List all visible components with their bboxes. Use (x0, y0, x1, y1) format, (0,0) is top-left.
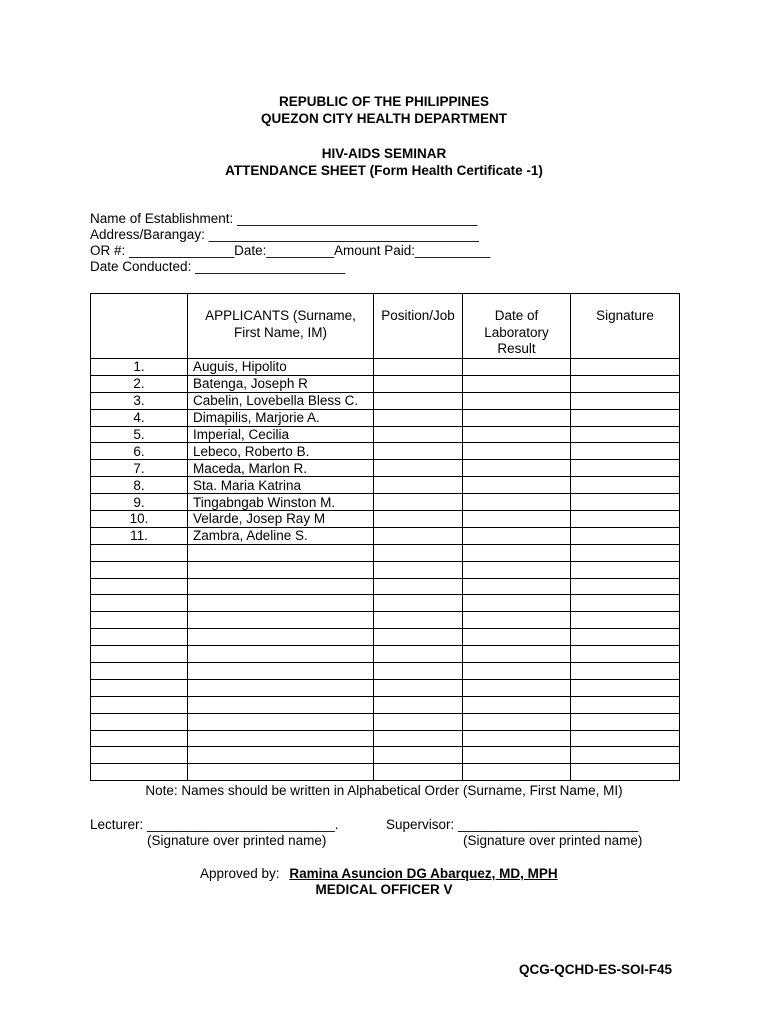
lab-date-cell[interactable] (463, 392, 571, 409)
table-row (91, 764, 680, 781)
lab-date-cell[interactable] (463, 578, 571, 595)
signature-cell[interactable] (571, 578, 680, 595)
applicant-name (188, 764, 374, 781)
row-number (91, 629, 188, 646)
table-header-row (91, 294, 680, 359)
table-row (91, 544, 680, 561)
position-cell[interactable] (374, 764, 463, 781)
position-cell[interactable] (374, 561, 463, 578)
signature-cell[interactable] (571, 747, 680, 764)
applicant-name (188, 679, 374, 696)
table-row (91, 477, 680, 494)
applicant-name: Sta. Maria Katrina (188, 477, 374, 494)
lab-date-cell[interactable] (463, 426, 571, 443)
position-cell[interactable] (374, 663, 463, 680)
position-cell[interactable] (374, 679, 463, 696)
row-number: 4. (91, 409, 188, 426)
applicant-name (188, 561, 374, 578)
applicant-name: Lebeco, Roberto B. (188, 443, 374, 460)
row-number: 7. (91, 460, 188, 477)
table-row (91, 730, 680, 747)
applicant-name: Imperial, Cecilia (188, 426, 374, 443)
signature-cell[interactable] (571, 359, 680, 376)
signature-cell[interactable] (571, 646, 680, 663)
lab-date-cell[interactable] (463, 477, 571, 494)
signature-cell[interactable] (571, 409, 680, 426)
position-cell[interactable] (374, 511, 463, 528)
signature-cell[interactable] (571, 426, 680, 443)
table-row (91, 359, 680, 376)
table-row (91, 527, 680, 544)
table-row (91, 578, 680, 595)
applicant-name (188, 629, 374, 646)
position-cell[interactable] (374, 713, 463, 730)
lab-date-cell[interactable] (463, 527, 571, 544)
table-row (91, 392, 680, 409)
lab-date-cell[interactable] (463, 511, 571, 528)
applicant-name (188, 730, 374, 747)
table-row (91, 612, 680, 629)
table-row (91, 561, 680, 578)
table-row (91, 629, 680, 646)
position-cell[interactable] (374, 544, 463, 561)
row-number: 5. (91, 426, 188, 443)
col-number-header (91, 294, 188, 359)
signature-cell[interactable] (571, 494, 680, 511)
signature-cell[interactable] (571, 713, 680, 730)
table-row (91, 646, 680, 663)
lab-date-cell[interactable] (463, 646, 571, 663)
lab-date-cell[interactable] (463, 696, 571, 713)
signature-cell[interactable] (571, 375, 680, 392)
alphabetical-note: Note: Names should be written in Alphabetical Order (Surname, First Name, MI) (145, 783, 623, 798)
approved-by-label: Approved by: (200, 866, 280, 881)
position-cell[interactable] (374, 527, 463, 544)
position-cell[interactable] (374, 494, 463, 511)
lab-date-cell[interactable] (463, 629, 571, 646)
row-number: 10. (91, 511, 188, 528)
lab-date-cell[interactable] (463, 359, 571, 376)
lab-date-cell[interactable] (463, 460, 571, 477)
applicant-name: Auguis, Hipolito (188, 359, 374, 376)
applicant-name (188, 544, 374, 561)
applicant-name (188, 696, 374, 713)
header-attendance-sheet: ATTENDANCE SHEET (Form Health Certificate -1) (225, 163, 543, 178)
position-cell[interactable] (374, 409, 463, 426)
lab-date-cell[interactable] (463, 375, 571, 392)
lab-date-cell[interactable] (463, 494, 571, 511)
lab-date-cell[interactable] (463, 612, 571, 629)
col-lab-date-header: Date of Laboratory Result (463, 294, 571, 359)
position-cell[interactable] (374, 646, 463, 663)
signature-cell[interactable] (571, 544, 680, 561)
supervisor-signature-line[interactable]: Supervisor: ________________________ (386, 817, 639, 832)
row-number (91, 730, 188, 747)
col-position-header: Position/Job (374, 294, 463, 359)
position-cell[interactable] (374, 460, 463, 477)
signature-cell[interactable] (571, 679, 680, 696)
lab-date-cell[interactable] (463, 679, 571, 696)
applicant-name: Dimapilis, Marjorie A. (188, 409, 374, 426)
table-row (91, 663, 680, 680)
row-number (91, 646, 188, 663)
row-number: 6. (91, 443, 188, 460)
row-number: 3. (91, 392, 188, 409)
signature-cell[interactable] (571, 561, 680, 578)
lab-date-cell[interactable] (463, 663, 571, 680)
lab-date-cell[interactable] (463, 764, 571, 781)
table-row (91, 747, 680, 764)
row-number: 1. (91, 359, 188, 376)
table-row (91, 511, 680, 528)
date-conducted-field[interactable]: Date Conducted: ____________________ (90, 259, 346, 274)
table-row (91, 595, 680, 612)
signature-cell[interactable] (571, 392, 680, 409)
applicant-name (188, 578, 374, 595)
position-cell[interactable] (374, 629, 463, 646)
header-seminar: HIV-AIDS SEMINAR (321, 146, 447, 161)
table-row (91, 375, 680, 392)
table-row (91, 426, 680, 443)
signature-cell[interactable] (571, 696, 680, 713)
position-cell[interactable] (374, 595, 463, 612)
lab-date-cell[interactable] (463, 713, 571, 730)
position-cell[interactable] (374, 477, 463, 494)
signature-cell[interactable] (571, 764, 680, 781)
row-number (91, 595, 188, 612)
table-row (91, 679, 680, 696)
header-department: QUEZON CITY HEALTH DEPARTMENT (261, 111, 507, 126)
position-cell[interactable] (374, 612, 463, 629)
row-number (91, 764, 188, 781)
row-number (91, 679, 188, 696)
position-cell[interactable] (374, 730, 463, 747)
signature-cell[interactable] (571, 527, 680, 544)
position-cell[interactable] (374, 443, 463, 460)
approved-by (200, 866, 558, 881)
signature-cell[interactable] (571, 612, 680, 629)
position-cell[interactable] (374, 426, 463, 443)
signature-cell[interactable] (571, 730, 680, 747)
applicant-name: Zambra, Adeline S. (188, 527, 374, 544)
applicant-name (188, 713, 374, 730)
lecturer-signature-caption: (Signature over printed name) (147, 833, 327, 848)
signature-cell[interactable] (571, 663, 680, 680)
header-republic: REPUBLIC OF THE PHILIPPINES (278, 94, 490, 109)
approver-title: MEDICAL OFFICER V (315, 882, 453, 897)
table-row (91, 494, 680, 511)
row-number (91, 696, 188, 713)
applicant-name (188, 646, 374, 663)
lab-date-cell[interactable] (463, 561, 571, 578)
lab-date-cell[interactable] (463, 544, 571, 561)
row-number (91, 578, 188, 595)
row-number (91, 713, 188, 730)
signature-cell[interactable] (571, 460, 680, 477)
lab-date-cell[interactable] (463, 443, 571, 460)
row-number (91, 663, 188, 680)
position-cell[interactable] (374, 696, 463, 713)
row-number: 8. (91, 477, 188, 494)
approver-name: Ramina Asuncion DG Abarquez, MD, MPH (289, 866, 558, 881)
col-signature-header: Signature (571, 294, 680, 359)
signature-cell[interactable] (571, 443, 680, 460)
attendance-table (90, 293, 680, 781)
lab-date-cell[interactable] (463, 595, 571, 612)
applicant-name (188, 595, 374, 612)
row-number: 2. (91, 375, 188, 392)
table-row (91, 696, 680, 713)
col-applicants-header: APPLICANTS (Surname, First Name, IM) (188, 294, 374, 359)
applicant-name: Maceda, Marlon R. (188, 460, 374, 477)
applicant-name (188, 663, 374, 680)
applicant-name: Velarde, Josep Ray M (188, 511, 374, 528)
applicant-name: Batenga, Joseph R (188, 375, 374, 392)
signature-cell[interactable] (571, 595, 680, 612)
table-row (91, 713, 680, 730)
applicant-name (188, 612, 374, 629)
lecturer-signature-line[interactable]: Lecturer: _________________________. (90, 817, 339, 832)
applicant-name: Cabelin, Lovebella Bless C. (188, 392, 374, 409)
row-number (91, 612, 188, 629)
position-cell[interactable] (374, 359, 463, 376)
table-row (91, 443, 680, 460)
applicant-name: Tingabngab Winston M. (188, 494, 374, 511)
address-field[interactable]: Address/Barangay: ____________________________________ (90, 227, 479, 242)
supervisor-signature-caption: (Signature over printed name) (463, 833, 643, 848)
row-number: 11. (91, 527, 188, 544)
lab-date-cell[interactable] (463, 409, 571, 426)
establishment-field[interactable]: Name of Establishment: ________________________________ (90, 211, 478, 226)
lab-date-cell[interactable] (463, 747, 571, 764)
signature-cell[interactable] (571, 629, 680, 646)
row-number (91, 544, 188, 561)
table-row (91, 409, 680, 426)
position-cell[interactable] (374, 747, 463, 764)
position-cell[interactable] (374, 375, 463, 392)
row-number (91, 561, 188, 578)
position-cell[interactable] (374, 578, 463, 595)
signature-cell[interactable] (571, 511, 680, 528)
row-number (91, 747, 188, 764)
row-number: 9. (91, 494, 188, 511)
table-row (91, 460, 680, 477)
form-code: QCG-QCHD-ES-SOI-F45 (519, 962, 673, 977)
position-cell[interactable] (374, 392, 463, 409)
lab-date-cell[interactable] (463, 730, 571, 747)
or-date-amount-field[interactable]: OR #: ______________Date:_________Amount Paid:__________ (90, 243, 491, 258)
applicant-name (188, 747, 374, 764)
signature-cell[interactable] (571, 477, 680, 494)
